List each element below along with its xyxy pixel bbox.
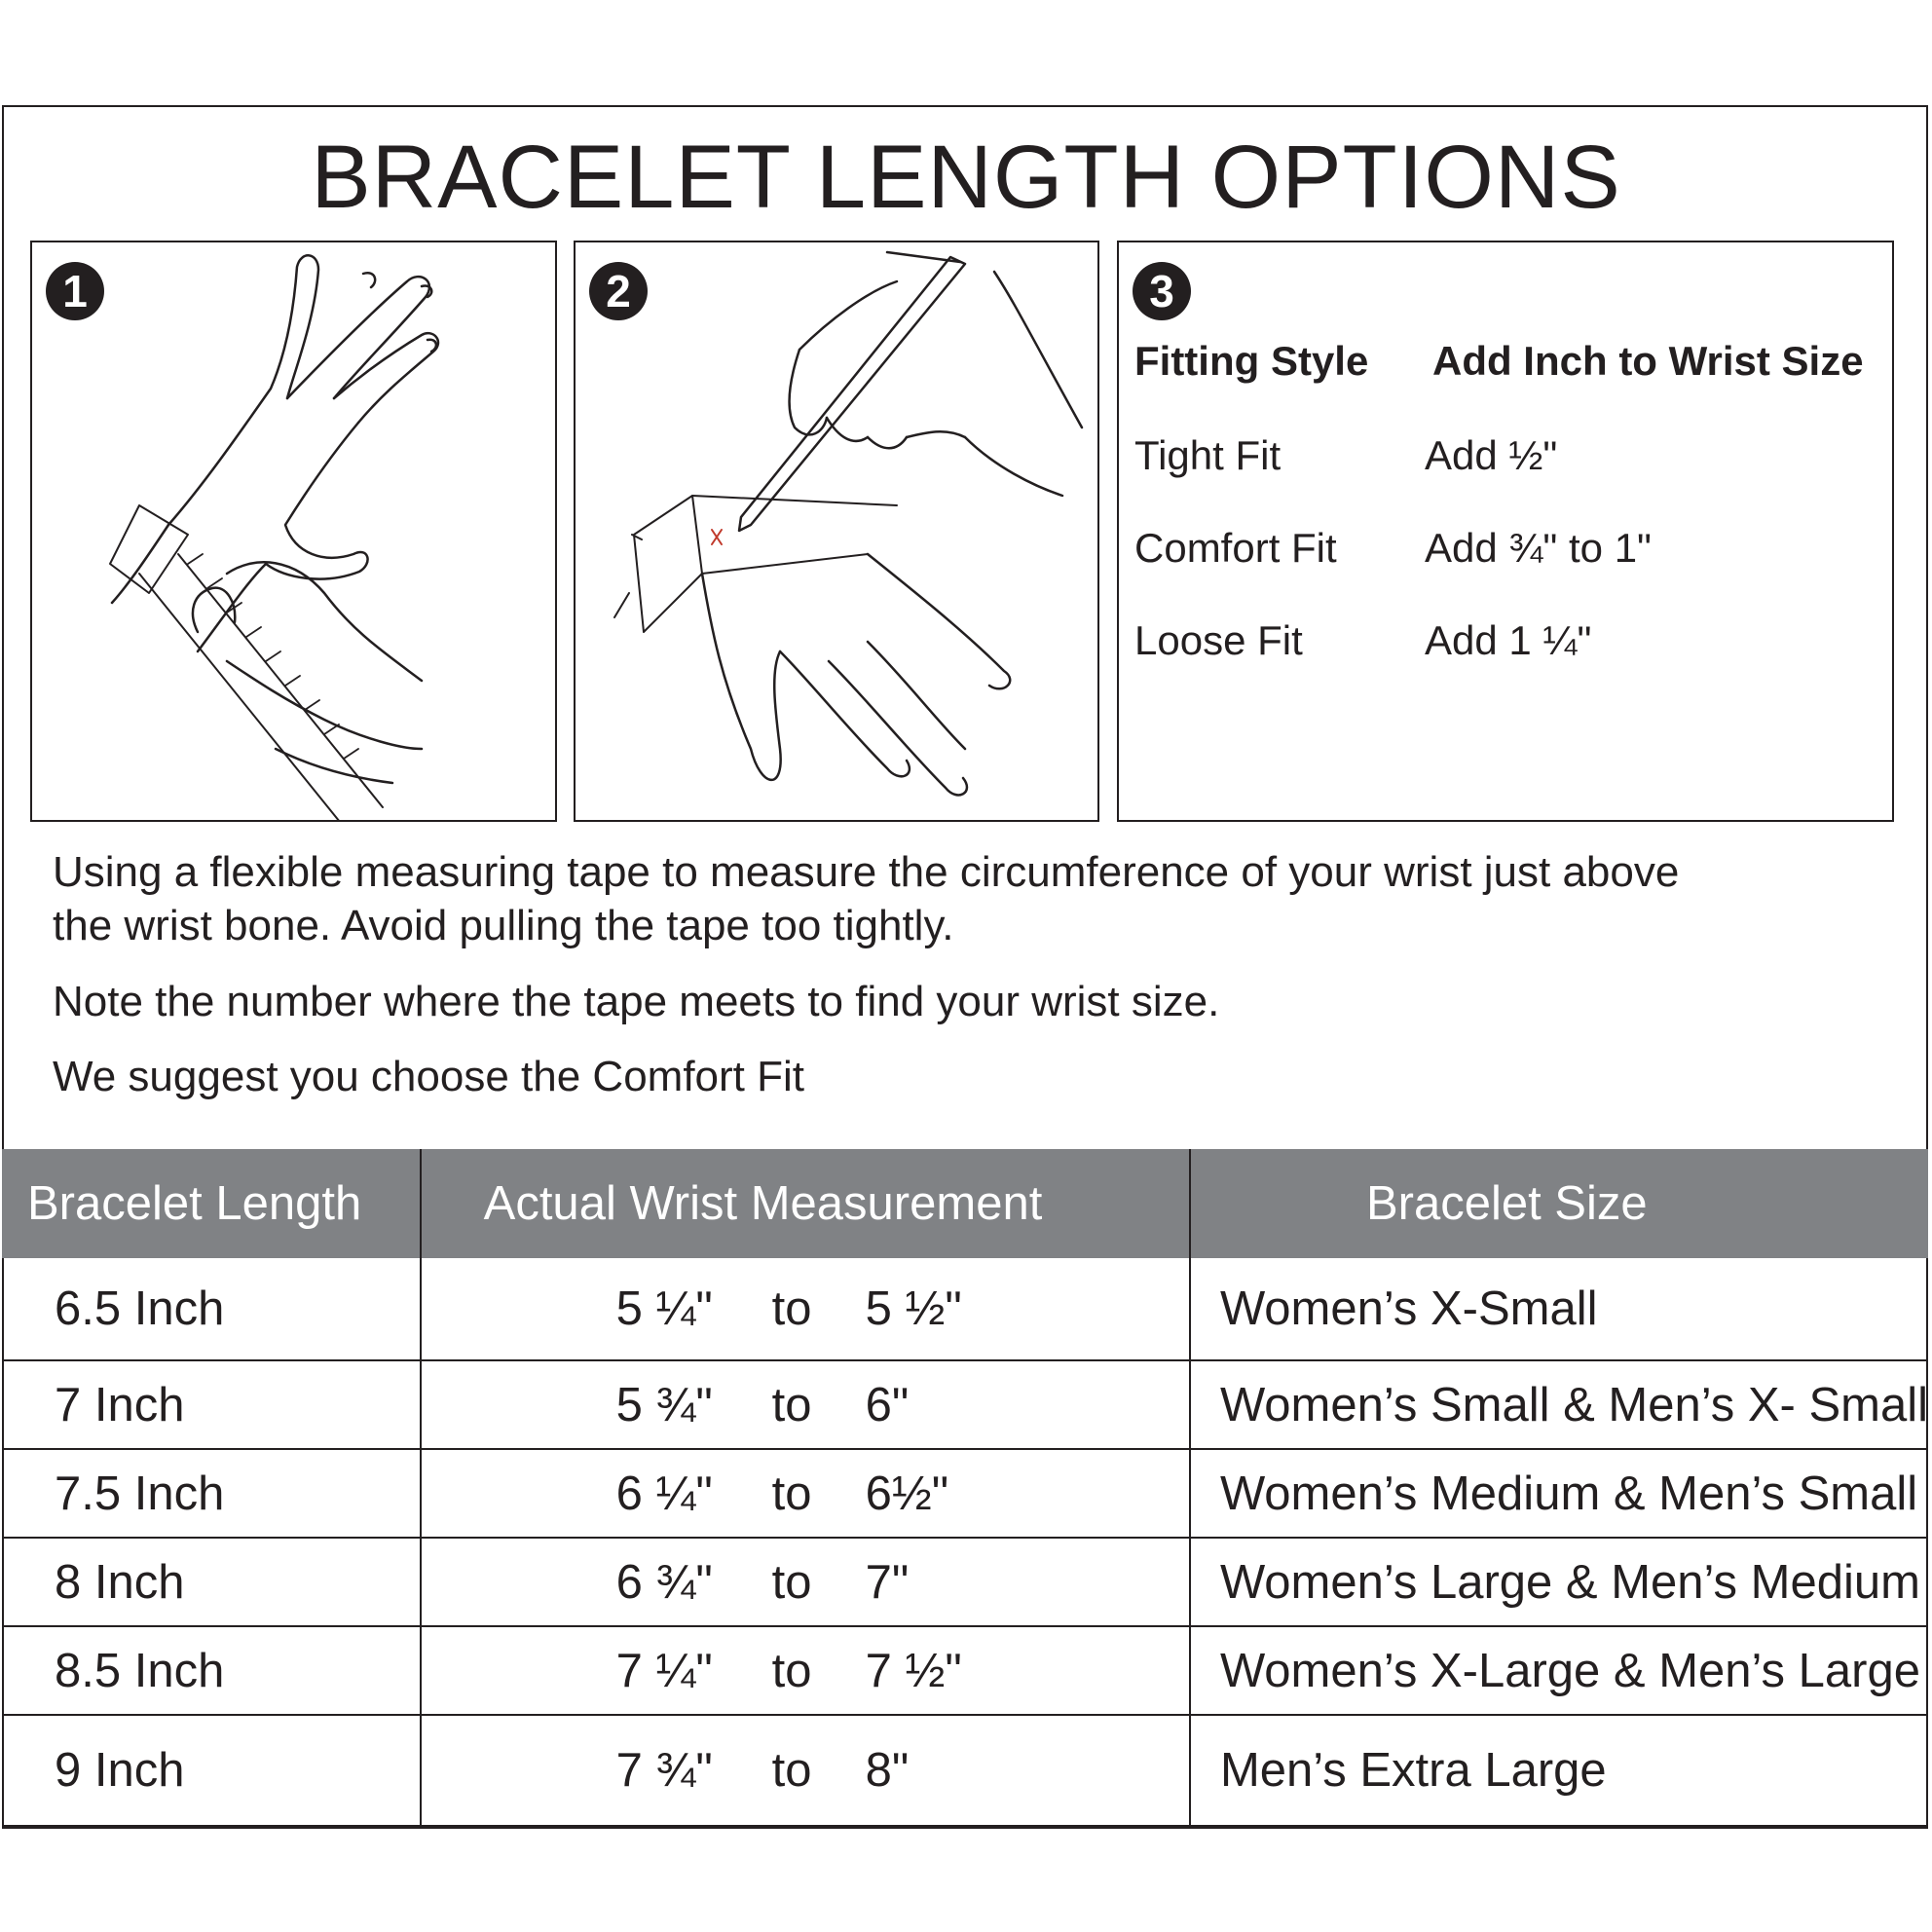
measurement-cell [421, 1626, 1190, 1715]
instruction-line-3: Note the number where the tape meets to find your wrist size. [53, 978, 1220, 1025]
fit-add-comfort: Add ¾" to 1" [1425, 525, 1652, 571]
measure-to-word: to [771, 1282, 812, 1335]
header-bracelet-size: Bracelet Size [1190, 1149, 1928, 1258]
table-row [2, 1538, 1928, 1626]
measure-to: 6½" [865, 1467, 949, 1520]
instruction-line-2: the wrist bone. Avoid pulling the tape too tightly. [53, 902, 954, 949]
length-cell: 7 Inch [2, 1360, 421, 1449]
length-cell: 6.5 Inch [2, 1258, 421, 1360]
measurement-cell [421, 1538, 1190, 1626]
fit-style-comfort: Comfort Fit [1134, 525, 1337, 571]
measure-from: 6 ¼" [615, 1467, 713, 1520]
size-table [2, 1149, 1928, 1827]
size-cell: Women’s Medium & Men’s Small [1190, 1449, 1928, 1538]
measure-to: 7 ½" [865, 1644, 962, 1697]
step-2-panel [574, 241, 1099, 822]
step-3-badge: 3 [1133, 262, 1191, 320]
fit-style-loose: Loose Fit [1134, 617, 1303, 663]
fitting-style-header: Fitting Style [1134, 338, 1369, 384]
instruction-line-4: We suggest you choose the Comfort Fit [53, 1053, 804, 1100]
step-3-panel [1117, 241, 1894, 822]
marking-tape-illustration [576, 242, 1099, 822]
table-row [2, 1626, 1928, 1715]
table-row [2, 1715, 1928, 1826]
table-row [2, 1449, 1928, 1538]
size-cell: Women’s Small & Men’s X- Small [1190, 1360, 1928, 1449]
size-cell: Women’s X-Large & Men’s Large [1190, 1626, 1928, 1715]
measure-to: 8" [865, 1744, 910, 1797]
measure-to-word: to [771, 1467, 812, 1520]
measurement-cell [421, 1715, 1190, 1826]
fit-add-tight: Add ½" [1425, 432, 1558, 478]
length-cell: 8.5 Inch [2, 1626, 421, 1715]
measure-to: 6" [865, 1378, 910, 1431]
header-wrist-measurement: Actual Wrist Measurement [421, 1149, 1190, 1258]
measure-to: 7" [865, 1555, 910, 1609]
instruction-line-1: Using a flexible measuring tape to measure the circumference of your wrist just above [53, 848, 1680, 896]
step-1-panel [30, 241, 557, 822]
measuring-wrist-illustration [32, 242, 557, 822]
size-cell: Men’s Extra Large [1190, 1715, 1928, 1826]
measurement-cell [421, 1258, 1190, 1360]
fit-style-tight: Tight Fit [1134, 432, 1282, 478]
measure-to-word: to [771, 1644, 812, 1697]
measure-to-word: to [771, 1555, 812, 1609]
table-row [2, 1360, 1928, 1449]
measure-from: 7 ¾" [615, 1744, 713, 1797]
step-1-badge: 1 [46, 262, 104, 320]
measure-from: 5 ¼" [615, 1282, 713, 1335]
header-bracelet-length: Bracelet Length [2, 1149, 421, 1258]
fit-add-loose: Add 1 ¼" [1425, 617, 1592, 663]
measure-from: 6 ¾" [615, 1555, 713, 1609]
page-title: BRACELET LENGTH OPTIONS [311, 128, 1621, 227]
add-inch-header: Add Inch to Wrist Size [1432, 338, 1864, 384]
table-row [2, 1258, 1928, 1360]
measure-to-word: to [771, 1744, 812, 1797]
step-2-badge: 2 [589, 262, 648, 320]
measurement-cell [421, 1449, 1190, 1538]
size-cell: Women’s Large & Men’s Medium [1190, 1538, 1928, 1626]
measure-to: 5 ½" [865, 1282, 962, 1335]
size-table-header [2, 1149, 1928, 1258]
measure-to-word: to [771, 1378, 812, 1431]
measurement-cell [421, 1360, 1190, 1449]
measure-from: 7 ¼" [615, 1644, 713, 1697]
measure-from: 5 ¾" [615, 1378, 713, 1431]
size-cell: Women’s X-Small [1219, 1282, 1598, 1335]
length-cell: 7.5 Inch [2, 1449, 421, 1538]
length-cell: 8 Inch [2, 1538, 421, 1626]
length-cell: 9 Inch [2, 1715, 421, 1826]
